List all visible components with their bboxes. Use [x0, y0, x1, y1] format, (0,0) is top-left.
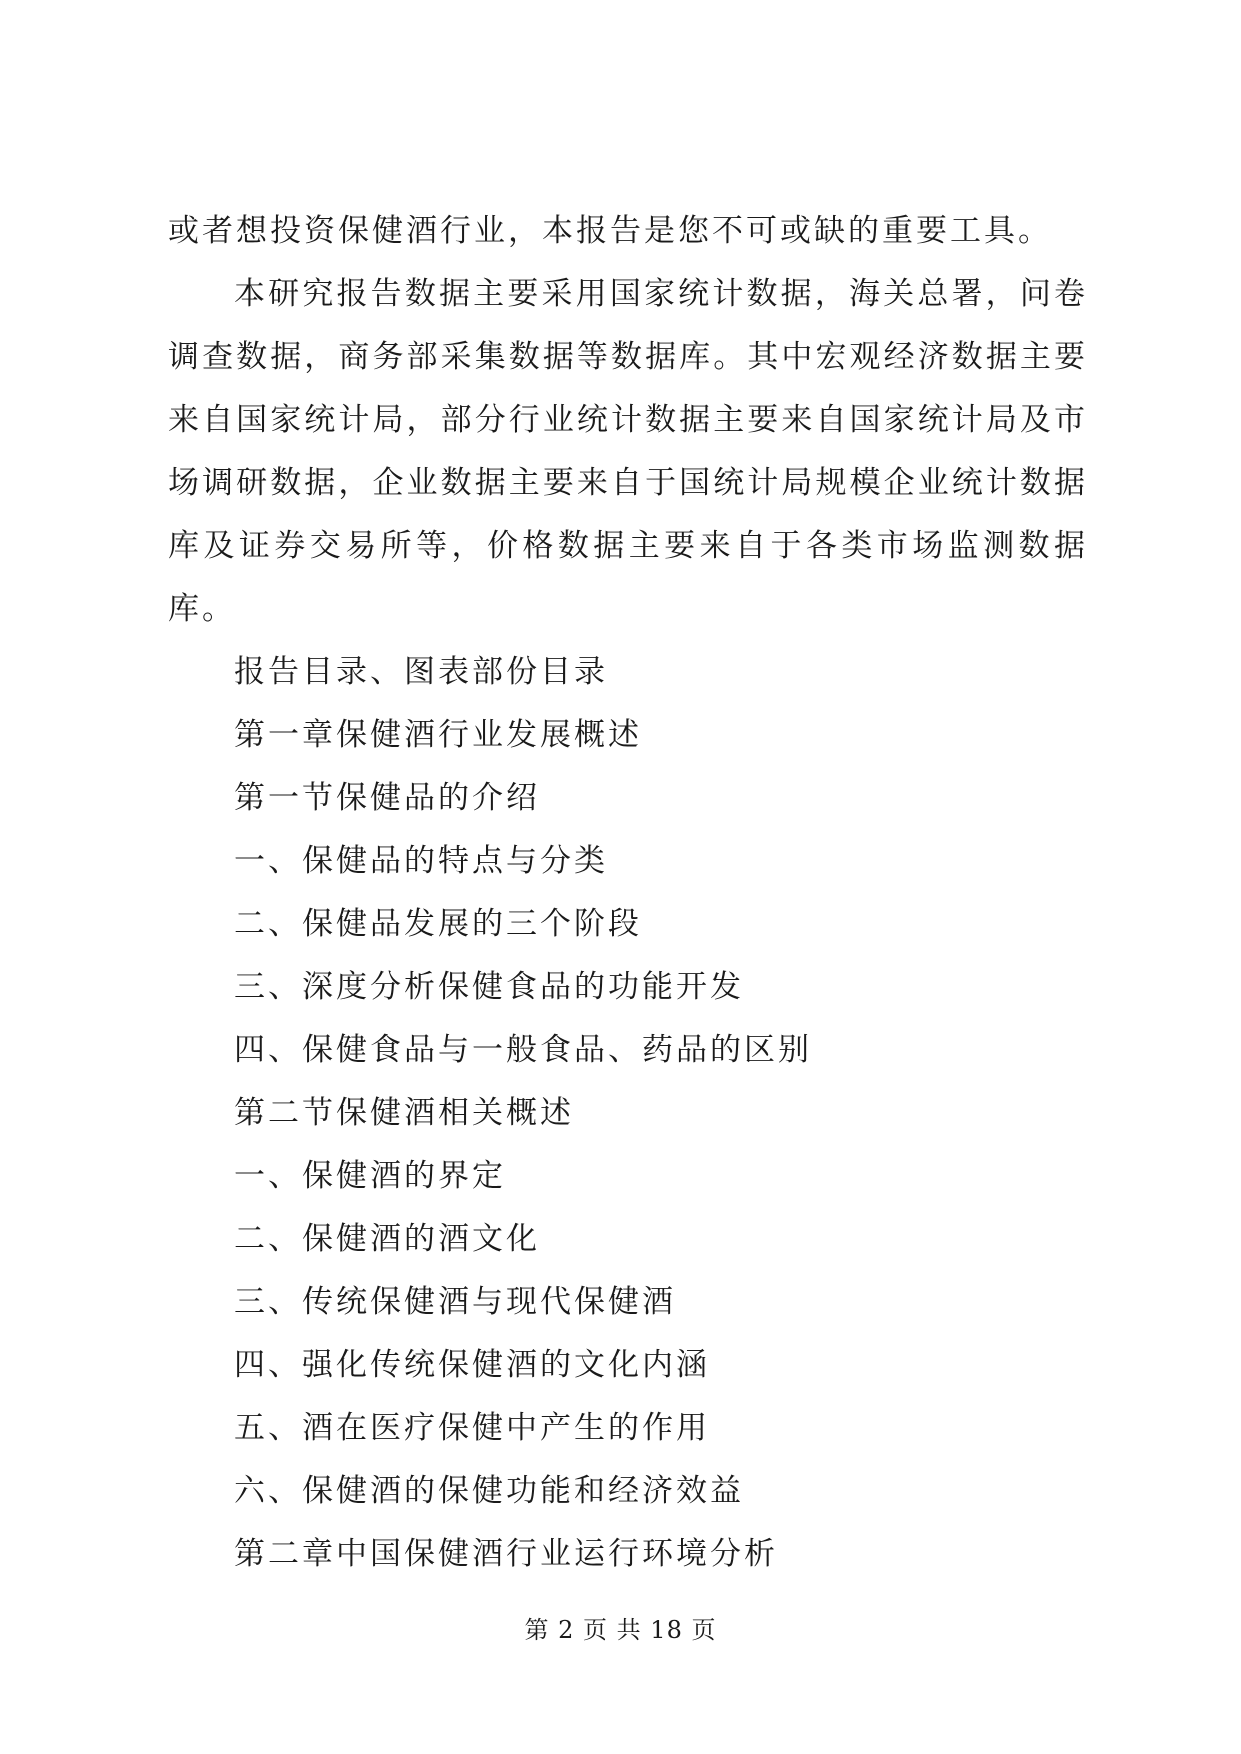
toc-chapter-2: 第二章中国保健酒行业运行环境分析 [234, 1536, 778, 1572]
paragraph-continuation: 或者想投资保健酒行业，本报告是您不可或缺的重要工具。 [168, 213, 1052, 249]
toc-item: 三、深度分析保健食品的功能开发 [234, 969, 744, 1005]
toc-item: 三、传统保健酒与现代保健酒 [234, 1284, 676, 1320]
toc-section-1-1: 第一节保健品的介绍 [234, 780, 540, 816]
table-of-contents [168, 641, 1088, 1586]
toc-item: 二、保健酒的酒文化 [234, 1221, 540, 1257]
page-number-footer: 第 2 页 共 18 页 [524, 1616, 717, 1644]
toc-heading: 报告目录、图表部份目录 [234, 654, 608, 690]
toc-item: 四、强化传统保健酒的文化内涵 [234, 1347, 710, 1383]
toc-item: 五、酒在医疗保健中产生的作用 [234, 1410, 710, 1446]
document-body [168, 200, 1088, 1586]
toc-item: 一、保健品的特点与分类 [234, 843, 608, 879]
toc-item: 四、保健食品与一般食品、药品的区别 [234, 1032, 812, 1068]
toc-item: 六、保健酒的保健功能和经济效益 [234, 1473, 744, 1509]
toc-item: 一、保健酒的界定 [234, 1158, 506, 1194]
toc-item: 二、保健品发展的三个阶段 [234, 906, 642, 942]
toc-chapter-1: 第一章保健酒行业发展概述 [234, 717, 642, 753]
toc-section-1-2: 第二节保健酒相关概述 [234, 1095, 574, 1131]
paragraph-data-sources: 本研究报告数据主要采用国家统计数据，海关总署，问卷调查数据，商务部采集数据等数据库。其中宏观经济数据主要来自国家统计局，部分行业统计数据主要来自国家统计局及市场调研数据，企业数据主要来自于国统计局规模企业统计数据库及证券交易所等，价格数据主要来自于各类市场监测数据库。 [168, 276, 1088, 627]
